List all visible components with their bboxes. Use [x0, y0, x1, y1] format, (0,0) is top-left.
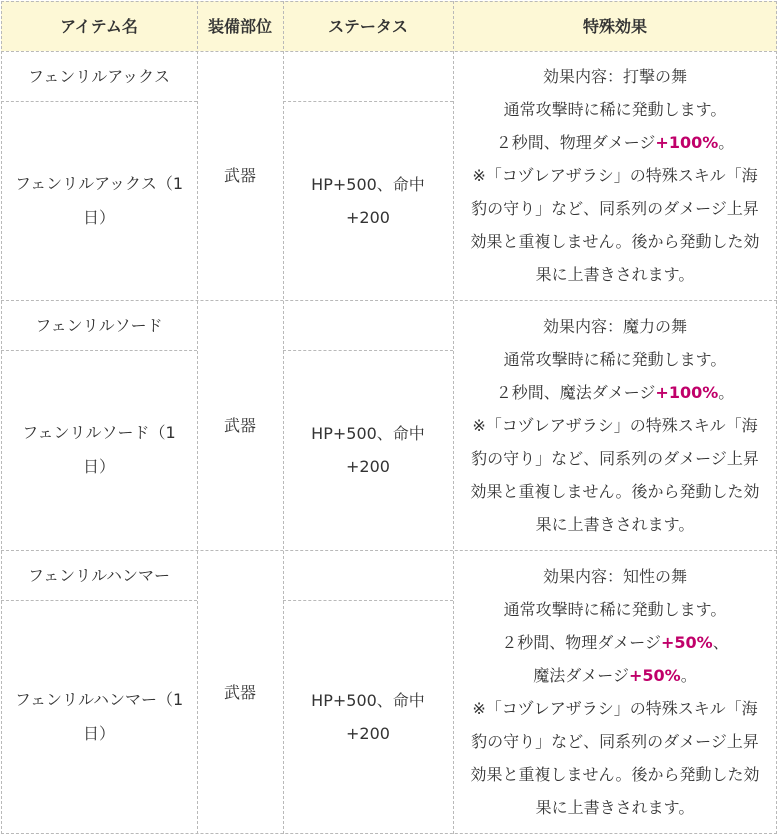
header-status: ステータス	[283, 1, 453, 51]
grid-divider	[1, 550, 777, 551]
item-name-axe: フェンリルアックス	[28, 66, 170, 86]
header-special-effect: 特殊効果	[453, 1, 777, 51]
grid-divider	[453, 1, 454, 834]
status-axe	[283, 101, 453, 300]
equip-slot-axe: 武器	[223, 166, 256, 185]
effect-hammer-line5: 効果と重複しません。後から発動した効	[470, 765, 760, 784]
status-hammer-line2: +200	[346, 724, 390, 743]
effect-axe-line1: 通常攻撃時に稀に発動します。	[503, 100, 727, 119]
grid-divider	[1, 51, 777, 52]
effect-axe-highlight: +100%	[655, 133, 719, 152]
grid-divider	[197, 1, 198, 834]
effect-axe-line2-pre: ２秒間、物理ダメージ	[495, 133, 656, 152]
effect-axe-line2	[496, 126, 735, 159]
effect-hammer-line2b-pre: 魔法ダメージ	[533, 666, 629, 685]
effect-sword-line6: 果に上書きされます。	[535, 514, 695, 534]
item-name-sword: フェンリルソード	[35, 315, 163, 335]
equip-slot-hammer: 武器	[223, 682, 256, 702]
header-equip-slot: 装備部位	[197, 1, 283, 51]
grid-divider	[1, 600, 197, 601]
effect-hammer-line6: 果に上書きされます。	[535, 798, 695, 817]
header-item-name: アイテム名	[1, 1, 197, 51]
effect-axe	[453, 51, 777, 300]
effect-sword-line2	[496, 376, 735, 409]
effect-sword-title: 効果内容：魔力の舞	[542, 316, 687, 336]
item-name-sword-1day	[1, 350, 197, 550]
effect-sword-line3: ※「コヅレアザラシ」の特殊スキル「海	[472, 415, 758, 435]
effect-hammer	[453, 550, 777, 834]
effect-sword-line2-pre: ２秒間、魔法ダメージ	[495, 382, 656, 402]
effect-axe-line5: 効果と重複しません。後から発動した効	[470, 232, 760, 251]
item-name-hammer: フェンリルハンマー	[27, 565, 171, 585]
effect-hammer-line3: ※「コヅレアザラシ」の特殊スキル「海	[472, 699, 758, 718]
effect-hammer-line2-post: 、	[712, 633, 729, 652]
grid-divider	[1, 350, 197, 351]
effect-axe-title: 効果内容：打撃の舞	[542, 67, 687, 86]
equip-slot-sword: 武器	[223, 415, 256, 435]
status-axe-line1: HP+500、命中	[311, 174, 425, 194]
grid-divider	[283, 600, 453, 601]
effect-hammer-line2	[501, 626, 728, 659]
item-name-sword-1day-text: フェンリルソード（1日）	[22, 423, 176, 476]
status-hammer	[283, 600, 453, 834]
status-sword	[283, 350, 453, 550]
effect-hammer-title: 効果内容：知性の舞	[542, 567, 687, 586]
effect-sword-line4: 豹の守り」など、同系列のダメージ上昇	[471, 448, 759, 468]
item-name-hammer-1day	[1, 600, 197, 834]
effect-hammer-line2b	[533, 659, 696, 692]
grid-divider	[1, 300, 777, 301]
grid-divider	[283, 1, 284, 834]
item-table	[1, 1, 777, 834]
grid-divider	[1, 101, 197, 102]
effect-hammer-line1: 通常攻撃時に稀に発動します。	[503, 600, 727, 619]
item-name-axe-1day	[1, 101, 197, 300]
effect-sword-line2-post: 。	[718, 382, 735, 402]
effect-axe-line3: ※「コヅレアザラシ」の特殊スキル「海	[472, 166, 758, 185]
effect-axe-line6: 果に上書きされます。	[535, 265, 695, 284]
effect-sword-line1: 通常攻撃時に稀に発動します。	[503, 349, 727, 369]
status-sword-line2: +200	[346, 457, 390, 476]
effect-axe-line2-post: 。	[718, 133, 735, 152]
grid-divider	[283, 101, 453, 102]
item-name-hammer-1day-text: フェンリルハンマー（1日）	[14, 690, 184, 743]
effect-hammer-line2-pre: ２秒間、物理ダメージ	[501, 633, 661, 652]
effect-sword	[453, 300, 777, 550]
status-axe-line2: +200	[346, 207, 390, 227]
effect-sword-highlight: +100%	[655, 382, 719, 402]
effect-sword-line5: 効果と重複しません。後から発動した効	[470, 481, 760, 501]
effect-axe-line4: 豹の守り」など、同系列のダメージ上昇	[471, 199, 759, 218]
status-hammer-line1: HP+500、命中	[311, 691, 425, 710]
grid-divider	[283, 350, 453, 351]
effect-hammer-line2b-post: 。	[680, 666, 697, 685]
effect-hammer-highlight-magic: +50%	[628, 666, 681, 685]
effect-hammer-line4: 豹の守り」など、同系列のダメージ上昇	[471, 732, 759, 751]
effect-hammer-highlight-physical: +50%	[660, 633, 713, 652]
status-sword-line1: HP+500、命中	[311, 424, 425, 443]
item-name-axe-1day-text: フェンリルアックス（1日）	[14, 173, 184, 227]
